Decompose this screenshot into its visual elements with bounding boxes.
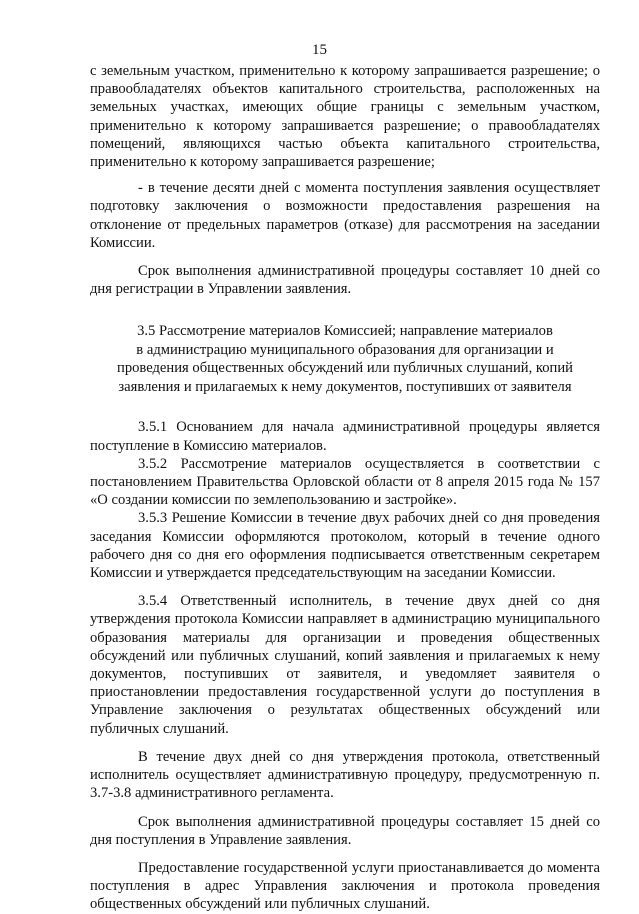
- paragraph-two-days-procedure: В течение двух дней со дня утверждения протокола, ответственный исполнитель осуществляет административную процедуру, предусмотренную п. 3.7-3.8 административного регламента.: [90, 748, 600, 802]
- paragraph-3-5-4: 3.5.4 Ответственный исполнитель, в течение двух дней со дня утверждения протокола Комиссии направляет в администрацию муниципального образования материалы для организации и проведения общественных обсуждений или публичных слушаний, копий заявления и прилагаемых к нему документов, поступивших от заявителя, и уведомляет заявителя о приостановлении предоставления государственной услуги до поступления в Управление заключения о результатах общественных обсуждений или публичных слушаний.: [90, 593, 600, 737]
- section-heading-line: заявления и прилагаемых к нему документов, поступивших от заявителя: [118, 378, 572, 395]
- section-heading-line: проведения общественных обсуждений или публичных слушаний, копий: [117, 360, 573, 377]
- paragraph-3-5-1: 3.5.1 Основанием для начала административной процедуры является поступление в Комиссию материалов.: [90, 419, 600, 454]
- paragraph-3-5-3: 3.5.3 Решение Комиссии в течение двух рабочих дней со дня проведения заседания Комиссии оформляются протоколом, который в течение одного рабочего дня со дня его оформления подписывается ответственным секретарем Комиссии и утверждается председательствующим на заседании Комиссии.: [90, 510, 600, 582]
- paragraph-3-5-2: 3.5.2 Рассмотрение материалов осуществляется в соответствии с постановлением Правительства Орловской области от 8 апреля 2015 года № 157 «О создании комиссии по землепользованию и застройке».: [90, 455, 600, 509]
- paragraph-service-suspension: Предоставление государственной услуги приостанавливается до момента поступления в адрес Управления заключения и протокола проведения общественных обсуждений или публичных слушаний.: [90, 859, 600, 913]
- paragraph-conclusion-preparation: - в течение десяти дней с момента поступления заявления осуществляет подготовку заключения о возможности предоставления разрешения на отклонение от предельных параметров (отказе) для рассмотрения на заседании Комиссии.: [90, 180, 600, 251]
- document-body: [90, 62, 600, 914]
- section-heading-3-5: [90, 322, 600, 396]
- page-number: 15: [312, 42, 327, 58]
- paragraph-deadline-10-days: Срок выполнения административной процедуры составляет 10 дней со дня регистрации в Управлении заявления.: [90, 263, 600, 298]
- section-heading-line: 3.5 Рассмотрение материалов Комиссией; направление материалов: [137, 323, 553, 340]
- section-heading-line: в администрацию муниципального образования для организации и: [136, 341, 554, 358]
- paragraph-applicant-notification-continuation: с земельным участком, применительно к которому запрашивается разрешение; о правообладателях объектов капитального строительства, расположенных на земельных участках, имеющих общие границы с земельным участком, применительно к которому запрашивается разрешение; о правообладателях помещений, являющихся частью объекта капитального строительства, применительно к которому запрашивается разрешение;: [90, 63, 600, 171]
- paragraph-deadline-15-days: Срок выполнения административной процедуры составляет 15 дней со дня поступления в Управление заявления.: [90, 813, 600, 848]
